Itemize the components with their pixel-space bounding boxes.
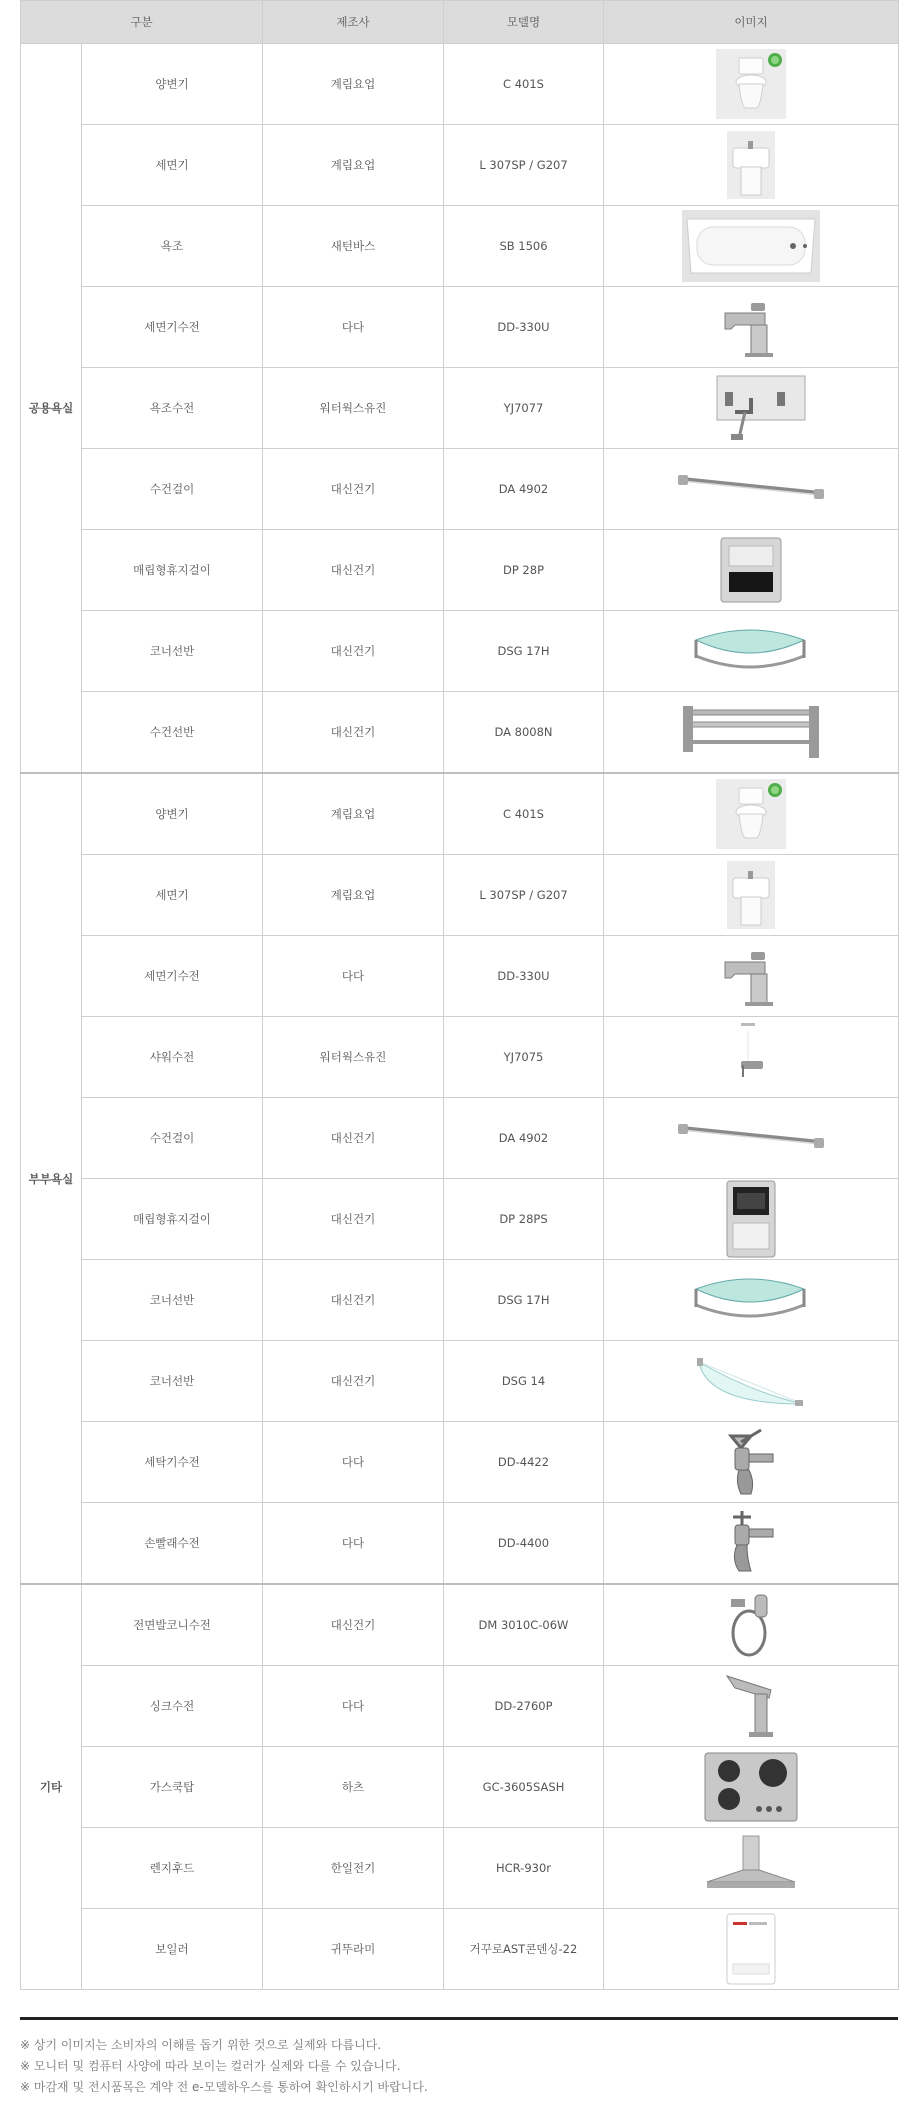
model-name: YJ7075	[444, 1017, 604, 1098]
table-row	[21, 1909, 899, 1990]
item-name: 렌지후드	[82, 1828, 263, 1909]
item-name: 세면기	[82, 125, 263, 206]
sink-faucet-icon	[604, 1670, 898, 1742]
table-row	[21, 1503, 899, 1585]
product-image	[604, 773, 899, 855]
product-image	[604, 530, 899, 611]
laundry-tap-icon	[604, 1507, 898, 1579]
manufacturer: 새턴바스	[263, 206, 444, 287]
disclaimer-note: ※ 모니터 및 컴퓨터 사양에 따라 보이는 컬러가 실제와 다를 수 있습니다.	[20, 2059, 401, 2073]
manufacturer: 워터웍스유진	[263, 1017, 444, 1098]
table-row	[21, 1017, 899, 1098]
model-name: SB 1506	[444, 206, 604, 287]
section-label: 기타	[21, 1584, 82, 1990]
washbasin-icon	[604, 130, 898, 200]
table-row	[21, 206, 899, 287]
model-name: GC-3605SASH	[444, 1747, 604, 1828]
model-name: C 401S	[444, 773, 604, 855]
table-row	[21, 611, 899, 692]
product-image	[604, 125, 899, 206]
footer-divider	[20, 2017, 898, 2020]
manufacturer: 계림요업	[263, 773, 444, 855]
model-name: DSG 17H	[444, 611, 604, 692]
model-name: DP 28PS	[444, 1179, 604, 1260]
product-image	[604, 287, 899, 368]
model-name: DP 28P	[444, 530, 604, 611]
item-name: 세면기	[82, 855, 263, 936]
table-row	[21, 1828, 899, 1909]
manufacturer: 대신건기	[263, 530, 444, 611]
bathtub-icon	[604, 209, 898, 283]
manufacturer: 대신건기	[263, 449, 444, 530]
item-name: 코너선반	[82, 611, 263, 692]
table-row	[21, 692, 899, 774]
hose-faucet-icon	[604, 1589, 898, 1661]
item-name: 매립형휴지걸이	[82, 1179, 263, 1260]
item-name: 손빨래수전	[82, 1503, 263, 1585]
model-name: C 401S	[444, 44, 604, 125]
table-row	[21, 1747, 899, 1828]
product-image	[604, 855, 899, 936]
item-name: 세탁기수전	[82, 1422, 263, 1503]
model-name: DSG 17H	[444, 1260, 604, 1341]
product-image	[604, 1260, 899, 1341]
model-name: HCR-930r	[444, 1828, 604, 1909]
item-name: 수건걸이	[82, 1098, 263, 1179]
model-name: DD-4400	[444, 1503, 604, 1585]
boiler-icon	[604, 1910, 898, 1988]
model-name: DA 4902	[444, 449, 604, 530]
washer-tap-icon	[604, 1426, 898, 1498]
manufacturer: 대신건기	[263, 1179, 444, 1260]
corner-shelf-icon	[604, 620, 898, 682]
table-row	[21, 1422, 899, 1503]
model-name: DA 8008N	[444, 692, 604, 774]
manufacturer: 계림요업	[263, 125, 444, 206]
table-row	[21, 1341, 899, 1422]
header-model: 모델명	[444, 1, 604, 44]
paper-holder-phone-icon	[604, 1179, 898, 1259]
product-image	[604, 1584, 899, 1666]
spec-table	[20, 0, 899, 1990]
product-image	[604, 1098, 899, 1179]
product-image	[604, 1503, 899, 1585]
model-name: L 307SP / G207	[444, 125, 604, 206]
product-image	[604, 1179, 899, 1260]
product-image	[604, 1422, 899, 1503]
paper-holder-icon	[604, 534, 898, 606]
basin-faucet-icon	[604, 940, 898, 1012]
model-name: YJ7077	[444, 368, 604, 449]
manufacturer: 대신건기	[263, 1341, 444, 1422]
product-image	[604, 936, 899, 1017]
table-header-row	[21, 1, 899, 44]
glass-corner-shelf-icon	[604, 1348, 898, 1414]
manufacturer: 다다	[263, 936, 444, 1017]
item-name: 코너선반	[82, 1341, 263, 1422]
table-row	[21, 936, 899, 1017]
manufacturer: 다다	[263, 287, 444, 368]
towel-bar-icon	[604, 1118, 898, 1158]
item-name: 양변기	[82, 44, 263, 125]
section-label: 부부욕실	[21, 773, 82, 1584]
model-name: DA 4902	[444, 1098, 604, 1179]
disclaimer-note: ※ 마감재 및 전시품목은 계약 전 e-모델하우스를 통하여 확인하시기 바랍니다.	[20, 2080, 428, 2094]
table-row	[21, 1098, 899, 1179]
table-row	[21, 449, 899, 530]
washbasin-icon	[604, 860, 898, 930]
product-image	[604, 1666, 899, 1747]
table-row	[21, 287, 899, 368]
model-name: DD-330U	[444, 287, 604, 368]
product-image	[604, 368, 899, 449]
product-image	[604, 1909, 899, 1990]
item-name: 가스쿡탑	[82, 1747, 263, 1828]
table-row	[21, 773, 899, 855]
product-image	[604, 1017, 899, 1098]
section-label: 공용욕실	[21, 44, 82, 774]
header-image: 이미지	[604, 1, 899, 44]
model-name: DD-330U	[444, 936, 604, 1017]
item-name: 세면기수전	[82, 936, 263, 1017]
item-name: 코너선반	[82, 1260, 263, 1341]
manufacturer: 대신건기	[263, 1260, 444, 1341]
manufacturer: 계림요업	[263, 855, 444, 936]
product-image	[604, 611, 899, 692]
towel-bar-icon	[604, 469, 898, 509]
table-row	[21, 1666, 899, 1747]
table-row	[21, 855, 899, 936]
disclaimer-note: ※ 상기 이미지는 소비자의 이해를 돕기 위한 것으로 실제와 다릅니다.	[20, 2038, 382, 2052]
towel-shelf-icon	[604, 702, 898, 762]
item-name: 보일러	[82, 1909, 263, 1990]
basin-faucet-icon	[604, 291, 898, 363]
corner-shelf-icon	[604, 1269, 898, 1331]
manufacturer: 다다	[263, 1422, 444, 1503]
table-row	[21, 1584, 899, 1666]
item-name: 수건걸이	[82, 449, 263, 530]
bath-faucet-icon	[604, 372, 898, 444]
model-name: DSG 14	[444, 1341, 604, 1422]
table-row	[21, 1179, 899, 1260]
product-image	[604, 206, 899, 287]
disclaimer-notes	[20, 2035, 898, 2098]
toilet-icon	[604, 48, 898, 120]
product-image	[604, 449, 899, 530]
table-row	[21, 530, 899, 611]
item-name: 세면기수전	[82, 287, 263, 368]
manufacturer: 한일전기	[263, 1828, 444, 1909]
item-name: 싱크수전	[82, 1666, 263, 1747]
toilet-icon	[604, 778, 898, 850]
manufacturer: 대신건기	[263, 1584, 444, 1666]
header-category: 구분	[21, 1, 263, 44]
product-image	[604, 44, 899, 125]
item-name: 수건선반	[82, 692, 263, 774]
manufacturer: 계림요업	[263, 44, 444, 125]
item-name: 전면발코니수전	[82, 1584, 263, 1666]
manufacturer: 귀뚜라미	[263, 1909, 444, 1990]
model-name: DD-4422	[444, 1422, 604, 1503]
table-row	[21, 1260, 899, 1341]
item-name: 매립형휴지걸이	[82, 530, 263, 611]
product-image	[604, 1747, 899, 1828]
range-hood-icon	[604, 1832, 898, 1904]
header-maker: 제조사	[263, 1, 444, 44]
item-name: 욕조수전	[82, 368, 263, 449]
model-name: DM 3010C-06W	[444, 1584, 604, 1666]
table-row	[21, 44, 899, 125]
item-name: 양변기	[82, 773, 263, 855]
manufacturer: 다다	[263, 1503, 444, 1585]
model-name: DD-2760P	[444, 1666, 604, 1747]
manufacturer: 대신건기	[263, 1098, 444, 1179]
shower-faucet-icon	[604, 1021, 898, 1093]
product-image	[604, 1341, 899, 1422]
item-name: 욕조	[82, 206, 263, 287]
product-image	[604, 692, 899, 774]
model-name: 거꾸로AST콘덴싱-22	[444, 1909, 604, 1990]
manufacturer: 대신건기	[263, 692, 444, 774]
model-name: L 307SP / G207	[444, 855, 604, 936]
manufacturer: 대신건기	[263, 611, 444, 692]
manufacturer: 하츠	[263, 1747, 444, 1828]
gas-cooktop-icon	[604, 1751, 898, 1823]
manufacturer: 다다	[263, 1666, 444, 1747]
item-name: 샤워수전	[82, 1017, 263, 1098]
product-image	[604, 1828, 899, 1909]
table-row	[21, 368, 899, 449]
table-row	[21, 125, 899, 206]
manufacturer: 워터웍스유진	[263, 368, 444, 449]
